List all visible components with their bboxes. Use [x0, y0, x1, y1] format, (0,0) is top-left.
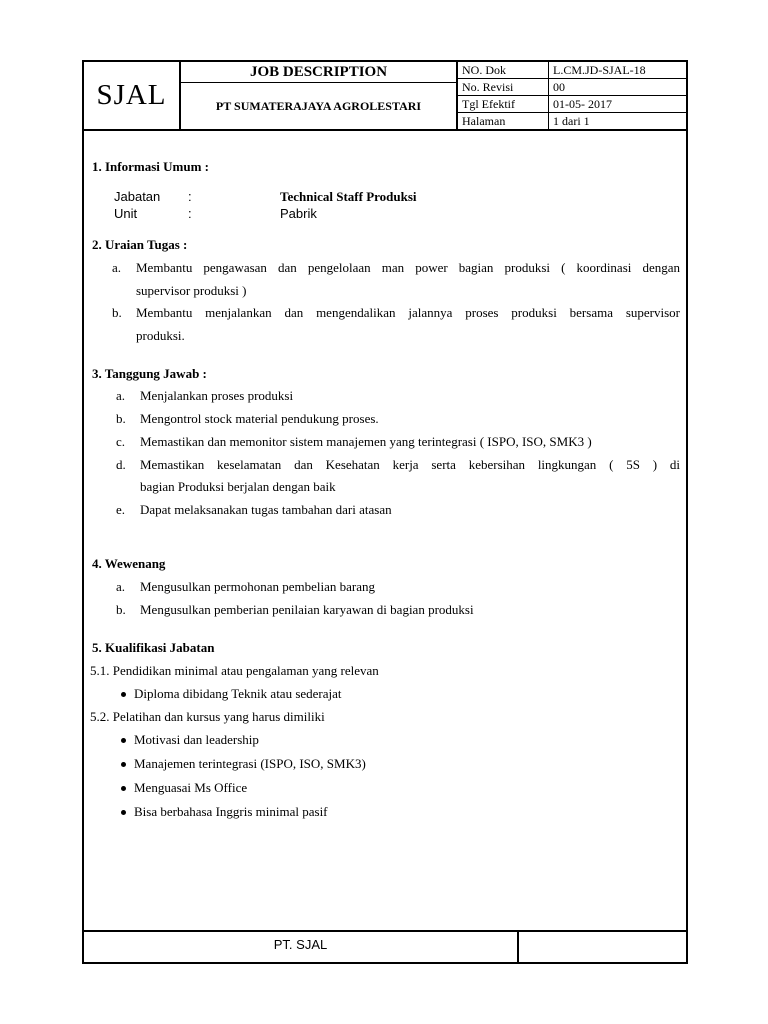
meta-label: Tgl Efektif	[458, 95, 549, 112]
jabatan-label: Jabatan	[114, 189, 161, 204]
bullet-item: Manajemen terintegrasi (ISPO, ISO, SMK3)	[134, 756, 366, 771]
document-type: JOB DESCRIPTION	[181, 62, 456, 83]
list-item: Menjalankan proses produksi	[140, 388, 294, 403]
list-marker: a.	[116, 579, 126, 594]
bullet-icon	[121, 810, 126, 815]
list-item: Mengusulkan permohonan pembelian barang	[140, 579, 376, 594]
meta-value: 1 dari 1	[549, 113, 687, 130]
list-marker: c.	[116, 434, 126, 449]
bullet-icon	[121, 762, 126, 767]
meta-label: NO. Dok	[458, 62, 549, 78]
list-item: Mengontrol stock material pendukung proses.	[140, 411, 379, 426]
document-frame	[82, 60, 688, 964]
subsection-title: 5.1. Pendidikan minimal atau pengalaman yang relevan	[90, 663, 379, 678]
jabatan-colon: :	[188, 189, 192, 204]
list-item-cont: bagian Produksi berjalan dengan baik	[140, 479, 336, 494]
jabatan-value: Technical Staff Produksi	[280, 189, 417, 204]
subsection-title: 5.2. Pelatihan dan kursus yang harus dimiliki	[90, 709, 325, 724]
list-item: Memastikan dan memonitor sistem manajemen yang terintegrasi ( ISPO, ISO, SMK3 )	[140, 434, 592, 449]
list-item: Memastikan keselamatan dan Kesehatan kerja serta kebersihan lingkungan ( 5S ) di	[140, 457, 680, 472]
company-name: PT SUMATERAJAYA AGROLESTARI	[215, 99, 422, 113]
section-title-informasi: 1. Informasi Umum :	[92, 159, 209, 174]
bullet-item: Bisa berbahasa Inggris minimal pasif	[134, 804, 328, 819]
section-title-tanggung-jawab: 3. Tanggung Jawab :	[92, 366, 207, 381]
footer-company: PT. SJAL	[84, 932, 519, 964]
list-marker: e.	[116, 502, 126, 517]
title-block	[181, 62, 457, 129]
bullet-icon	[121, 692, 126, 697]
list-item-cont: supervisor produksi )	[136, 283, 247, 298]
document-footer	[84, 930, 686, 964]
bullet-item: Diploma dibidang Teknik atau sederajat	[134, 686, 342, 701]
list-item-cont: produksi.	[136, 328, 185, 343]
list-marker: a.	[112, 260, 122, 275]
bullet-icon	[121, 786, 126, 791]
list-marker: a.	[116, 388, 126, 403]
list-marker: d.	[116, 457, 126, 472]
meta-value: 01-05- 2017	[549, 95, 687, 112]
list-item: Mengusulkan pemberian penilaian karyawan di bagian produksi	[140, 602, 474, 617]
unit-colon: :	[188, 206, 192, 221]
document-header	[84, 62, 686, 131]
section-title-kualifikasi: 5. Kualifikasi Jabatan	[92, 640, 215, 655]
unit-label: Unit	[114, 206, 138, 221]
list-marker: b.	[116, 602, 126, 617]
meta-label: No. Revisi	[458, 78, 549, 95]
section-title-wewenang: 4. Wewenang	[92, 556, 166, 571]
list-marker: b.	[112, 305, 122, 320]
bullet-item: Menguasai Ms Office	[134, 780, 248, 795]
meta-row	[458, 62, 687, 78]
company-logo: SJAL	[84, 62, 181, 129]
list-item: Membantu pengawasan dan pengelolaan man power bagian produksi ( koordinasi dengan	[136, 260, 680, 275]
footer-empty-cell	[519, 932, 686, 964]
bullet-icon	[121, 738, 126, 743]
meta-row	[458, 113, 687, 130]
meta-value: 00	[549, 78, 687, 95]
list-item: Dapat melaksanakan tugas tambahan dari atasan	[140, 502, 392, 517]
bullet-item: Motivasi dan leadership	[134, 732, 259, 747]
list-marker: b.	[116, 411, 126, 426]
meta-row	[458, 78, 687, 95]
document-meta-table	[457, 62, 686, 129]
meta-label: Halaman	[458, 113, 549, 130]
meta-value: L.CM.JD-SJAL-18	[549, 62, 687, 78]
list-item: Membantu menjalankan dan mengendalikan jalannya proses produksi bersama supervisor	[136, 305, 680, 320]
meta-row	[458, 95, 687, 112]
unit-value: Pabrik	[280, 206, 317, 221]
section-title-uraian: 2. Uraian Tugas :	[92, 237, 188, 252]
